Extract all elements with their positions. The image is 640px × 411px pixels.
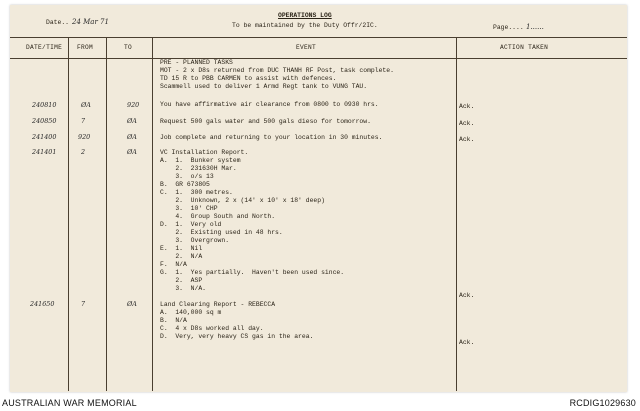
- col-header-datetime: DATE/TIME: [26, 44, 63, 51]
- row-to: ØA: [127, 117, 137, 125]
- land-clearing-line: Land Clearing Report - REBECCA: [160, 301, 276, 308]
- vc-line: 3. N/A.: [160, 285, 207, 292]
- footer-id: RCDIG1029630: [569, 398, 636, 408]
- date-value: 24 Mar 71: [72, 18, 109, 26]
- vc-line: A. 1. Bunker system: [160, 157, 241, 164]
- vc-line: D. 1. Very old: [160, 221, 222, 228]
- row-action: Ack.: [459, 339, 475, 346]
- vc-line: 4. Group South and North.: [160, 213, 276, 220]
- col-divider-4: [456, 37, 457, 391]
- col-divider-3: [152, 37, 153, 391]
- pre-planned-line: TD 15 R to PBB CARMEN to assist with defences.: [160, 75, 337, 82]
- vc-line: VC Installation Report.: [160, 149, 249, 156]
- vc-line: 2. Existing used in 48 hrs.: [160, 229, 283, 236]
- row-action: Ack.: [459, 136, 475, 143]
- row-to: 920: [127, 101, 140, 109]
- vc-line: 3. o/s 13: [160, 173, 214, 180]
- row-to: ØA: [127, 148, 137, 156]
- row-from: 7: [81, 300, 86, 308]
- row-from: 7: [81, 117, 86, 125]
- row-to: ØA: [127, 133, 137, 141]
- row-action: Ack.: [459, 292, 475, 299]
- row-datetime: 241650: [30, 300, 55, 308]
- row-datetime: 240810: [32, 101, 57, 109]
- row-action: Ack.: [459, 120, 475, 127]
- land-clearing-line: A. 140,000 sq m: [160, 309, 222, 316]
- col-header-event: EVENT: [296, 44, 317, 51]
- col-header-to: TO: [124, 44, 133, 51]
- row-datetime: 241401: [32, 148, 57, 156]
- vc-line: 3. 10' CHP: [160, 205, 218, 212]
- page-value: 1......: [526, 23, 544, 31]
- vc-line: 2. 231630H Mar.: [160, 165, 237, 172]
- row-event: You have affirmative air clearance from 0800 to 0930 hrs.: [160, 101, 379, 108]
- page-title: OPERATIONS LOG: [278, 12, 332, 19]
- page-subtitle: To be maintained by the Duty Offr/2IC.: [232, 22, 378, 29]
- col-divider-2: [106, 37, 107, 391]
- land-clearing-line: B. N/A: [160, 317, 187, 324]
- row-from: 2: [81, 148, 86, 156]
- vc-line: 2. N/A: [160, 253, 203, 260]
- pre-planned-line: PRE - PLANNED TASKS: [160, 59, 233, 66]
- vc-line: 2. ASP: [160, 277, 203, 284]
- row-event: Job complete and returning to your location in 30 minutes.: [160, 134, 383, 141]
- row-from: ØA: [81, 101, 91, 109]
- row-event: Request 500 gals water and 500 gals dieso for tomorrow.: [160, 118, 371, 125]
- page-label: Page....: [493, 24, 524, 31]
- vc-line: F. N/A: [160, 261, 187, 268]
- col-header-action: ACTION TAKEN: [500, 44, 549, 51]
- vc-line: E. 1. Nil: [160, 245, 203, 252]
- land-clearing-line: C. 4 x D8s worked all day.: [160, 325, 264, 332]
- footer-credit: AUSTRALIAN WAR MEMORIAL: [2, 398, 137, 408]
- vc-line: 3. Overgrown.: [160, 237, 230, 244]
- pre-planned-line: Scammell used to deliver 1 Armd Regt tank to VUNG TAU.: [160, 83, 368, 90]
- vc-line: C. 1. 300 metres.: [160, 189, 233, 196]
- pre-planned-line: MOT - 2 x D8s returned from DUC THANH RF Post, task complete.: [160, 67, 394, 74]
- vc-line: G. 1. Yes partially. Haven't been used since.: [160, 269, 345, 276]
- row-action: Ack.: [459, 103, 475, 110]
- vc-line: 2. Unknown, 2 x (14' x 10' x 18' deep): [160, 197, 325, 204]
- land-clearing-line: D. Very, very heavy CS gas in the area.: [160, 333, 314, 340]
- row-to: ØA: [127, 300, 137, 308]
- date-label: Date..: [46, 19, 70, 26]
- row-from: 920: [78, 133, 91, 141]
- rule-top: [10, 37, 627, 38]
- log-sheet: [10, 5, 627, 392]
- vc-line: B. GR 673805: [160, 181, 210, 188]
- row-datetime: 241400: [32, 133, 57, 141]
- row-datetime: 240850: [32, 117, 57, 125]
- col-divider-1: [68, 37, 69, 391]
- rule-header: [10, 58, 627, 59]
- col-header-from: FROM: [77, 44, 94, 51]
